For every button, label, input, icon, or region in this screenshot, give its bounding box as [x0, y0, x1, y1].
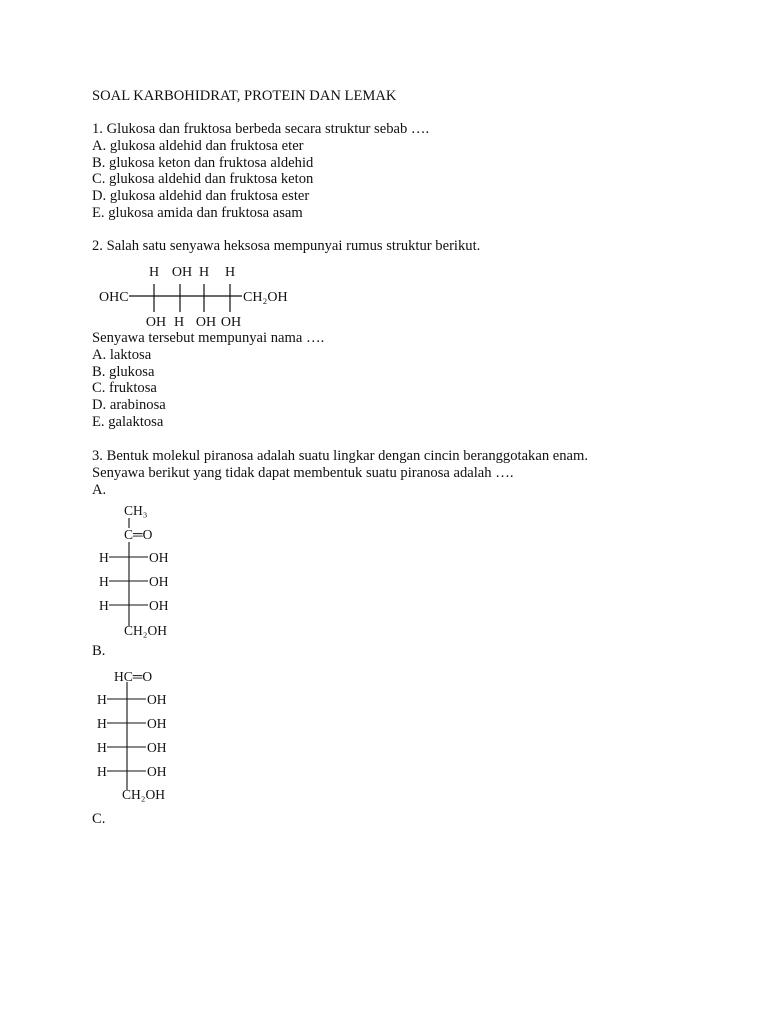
answer-option-c: C. glukosa aldehid dan fruktosa keton — [92, 171, 314, 188]
option-a-row-2-right: OH — [149, 574, 169, 589]
option-b-row-3-right: OH — [147, 740, 167, 755]
question-stem-line-2: Senyawa berikut yang tidak dapat membentuk suatu piranosa adalah …. — [92, 464, 514, 481]
option-b-top-group: HC═O — [114, 669, 153, 684]
answer-option-e: E. glukosa amida dan fruktosa asam — [92, 204, 303, 221]
option-b-row-2-left: H — [97, 716, 107, 731]
hexose-structure-diagram — [96, 260, 316, 330]
answer-option-d: D. arabinosa — [92, 397, 166, 414]
answer-option-a: A. glukosa aldehid dan fruktosa eter — [92, 137, 304, 154]
top-substituent-2: OH — [171, 265, 193, 280]
chain-left-group: OHC — [99, 290, 129, 305]
option-a-row-1-right: OH — [149, 550, 169, 565]
question-stem: 2. Salah satu senyawa heksosa mempunyai rumus struktur berikut. — [92, 238, 481, 254]
option-a-label: A. — [92, 481, 107, 498]
option-a-row-1-left: H — [99, 550, 109, 565]
bottom-substituent-1: OH — [145, 315, 167, 330]
bottom-substituent-4: OH — [220, 315, 242, 330]
option-b-row-4-right: OH — [147, 764, 167, 779]
document-title: SOAL KARBOHIDRAT, PROTEIN DAN LEMAK — [92, 88, 397, 104]
answer-option-c: C. fruktosa — [92, 380, 157, 397]
option-b-row-2-right: OH — [147, 716, 167, 731]
question-stem-line-1: 3. Bentuk molekul piranosa adalah suatu lingkar dengan cincin beranggotakan enam. — [92, 448, 589, 464]
answer-option-e: E. galaktosa — [92, 413, 164, 430]
bottom-substituent-3: OH — [195, 315, 217, 330]
option-a-carbonyl: C═O — [124, 527, 153, 542]
top-substituent-4: H — [224, 265, 236, 280]
question-stem: 1. Glukosa dan fruktosa berbeda secara struktur sebab …. — [92, 121, 430, 137]
chain-right-group: CH₂OH — [243, 290, 288, 305]
question-2 — [92, 238, 480, 255]
option-b-row-1-left: H — [97, 692, 107, 707]
top-substituent-1: H — [148, 265, 160, 280]
answer-option-b: B. glukosa — [92, 363, 155, 380]
question-3 — [92, 448, 588, 498]
question-prompt: Senyawa tersebut mempunyai nama …. — [92, 330, 325, 346]
question-1 — [92, 121, 429, 222]
option-b-row-4-left: H — [97, 764, 107, 779]
answer-option-d: D. glukosa aldehid dan fruktosa ester — [92, 188, 310, 205]
option-b-row-1-right: OH — [147, 692, 167, 707]
option-a-fischer-projection — [96, 502, 206, 642]
bottom-substituent-2: H — [173, 315, 185, 330]
option-c-label: C. — [92, 811, 106, 827]
top-substituent-3: H — [198, 265, 210, 280]
option-b-bottom-group: CH₂OH — [122, 787, 165, 802]
option-a-row-3-left: H — [99, 598, 109, 613]
option-a-row-2-left: H — [99, 574, 109, 589]
option-b-fischer-projection — [96, 666, 206, 806]
answer-option-a: A. laktosa — [92, 346, 152, 363]
question-2-options — [92, 330, 324, 431]
option-a-row-3-right: OH — [149, 598, 169, 613]
option-b-row-3-left: H — [97, 740, 107, 755]
option-a-top-group: CH₃ — [124, 503, 148, 518]
option-b-label: B. — [92, 643, 106, 659]
option-a-bottom-group: CH₂OH — [124, 623, 167, 638]
answer-option-b: B. glukosa keton dan fruktosa aldehid — [92, 154, 314, 171]
